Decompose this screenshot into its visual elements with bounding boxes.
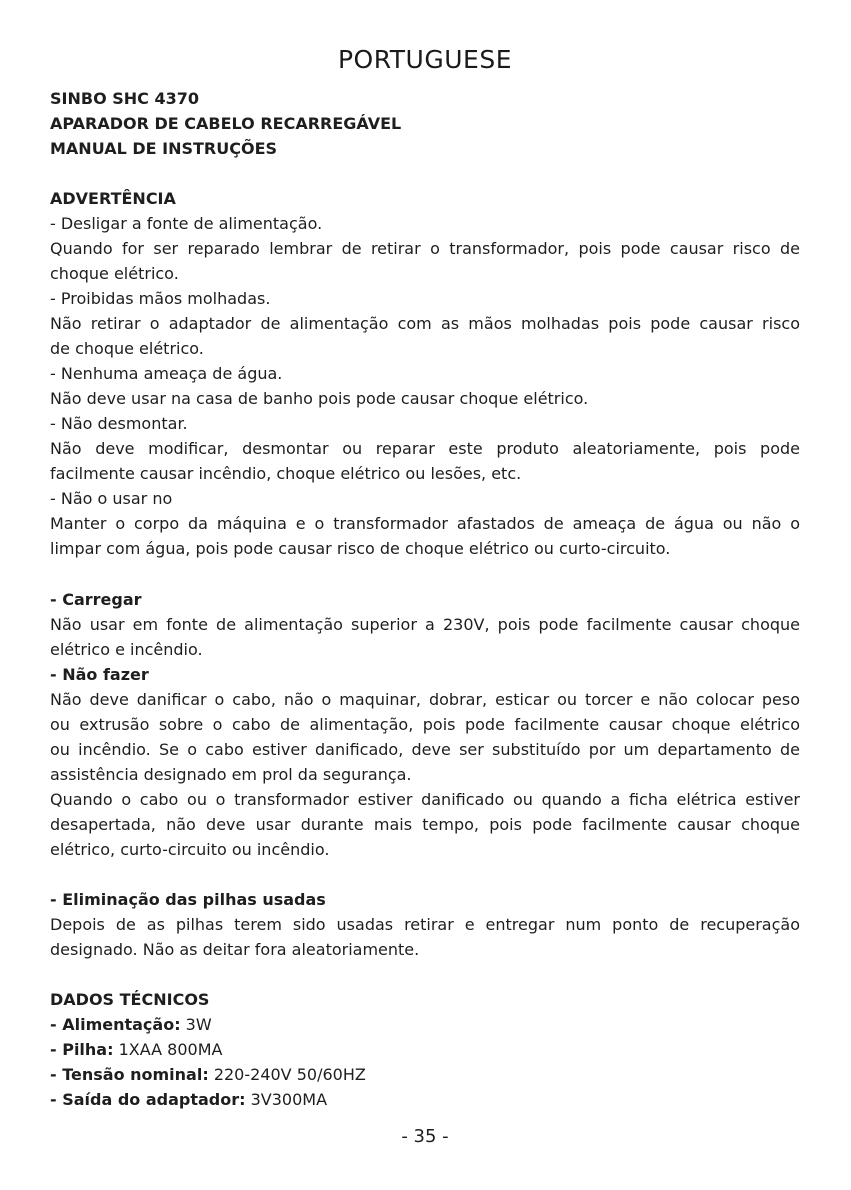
warning-line: - Não desmontar. <box>50 414 188 433</box>
dont-line: ou incêndio. Se o cabo estiver danificado, deve ser substituído por um departamento de <box>50 740 800 759</box>
spec-item-voltage <box>50 1062 800 1087</box>
spec-value: 3V300MA <box>245 1090 328 1109</box>
warning-line: - Nenhuma ameaça de água. <box>50 364 283 383</box>
spec-item-adapter-output <box>50 1087 800 1112</box>
warning-section <box>50 186 800 561</box>
disposal-heading: - Eliminação das pilhas usadas <box>50 890 326 909</box>
model-name: SINBO SHC 4370 <box>50 89 199 108</box>
specs-section <box>50 987 800 1112</box>
charge-line: Não usar em fonte de alimentação superior a 230V, pois pode facilmente causar choque <box>50 615 800 634</box>
warning-line: Quando for ser reparado lembrar de retirar o transformador, pois pode causar risco de <box>50 239 800 258</box>
dont-line: Quando o cabo ou o transformador estiver danificado ou quando a ficha elétrica estiver <box>50 790 800 809</box>
spec-label: - Tensão nominal: <box>50 1065 209 1084</box>
warning-line: - Desligar a fonte de alimentação. <box>50 214 323 233</box>
product-name: APARADOR DE CABELO RECARREGÁVEL <box>50 114 402 133</box>
warning-line: Não deve usar na casa de banho pois pode causar choque elétrico. <box>50 389 589 408</box>
spec-value: 220-240V 50/60HZ <box>208 1065 366 1084</box>
warning-line: Manter o corpo da máquina e o transformador afastados de ameaça de água ou não o <box>50 514 800 533</box>
spec-label: - Alimentação: <box>50 1015 181 1034</box>
language-title: PORTUGUESE <box>337 45 512 74</box>
warning-line: limpar com água, pois pode causar risco de choque elétrico ou curto-circuito. <box>50 539 671 558</box>
warning-line: de choque elétrico. <box>50 339 204 358</box>
disposal-line: Depois de as pilhas terem sido usadas retirar e entregar num ponto de recuperação <box>50 915 800 934</box>
disposal-section <box>50 887 800 962</box>
charge-line: elétrico e incêndio. <box>50 640 203 659</box>
dont-line: Não deve danificar o cabo, não o maquinar, dobrar, esticar ou torcer e não colocar peso <box>50 690 800 709</box>
spec-label: - Pilha: <box>50 1040 114 1059</box>
spec-value: 1XAA 800MA <box>113 1040 223 1059</box>
spec-value: 3W <box>180 1015 212 1034</box>
warning-line: - Proibidas mãos molhadas. <box>50 289 271 308</box>
dont-section <box>50 662 800 862</box>
dont-line: ou extrusão sobre o cabo de alimentação, pois pode facilmente causar choque elétrico <box>50 715 800 734</box>
warning-line: Não deve modificar, desmontar ou reparar este produto aleatoriamente, pois pode <box>50 439 800 458</box>
manual-title: MANUAL DE INSTRUÇÕES <box>50 139 278 158</box>
warning-line: facilmente causar incêndio, choque elétrico ou lesões, etc. <box>50 464 522 483</box>
disposal-line: designado. Não as deitar fora aleatoriamente. <box>50 940 420 959</box>
warning-heading: ADVERTÊNCIA <box>50 189 176 208</box>
charge-section <box>50 587 800 662</box>
dont-line: assistência designado em prol da segurança. <box>50 765 412 784</box>
warning-line: - Não o usar no <box>50 489 173 508</box>
dont-line: desapertada, não deve usar durante mais tempo, pois pode facilmente causar choque <box>50 815 800 834</box>
charge-heading: - Carregar <box>50 590 142 609</box>
warning-line: choque elétrico. <box>50 264 179 283</box>
page-number: - 35 - <box>401 1126 449 1147</box>
dont-line: elétrico, curto-circuito ou incêndio. <box>50 840 330 859</box>
dont-heading: - Não fazer <box>50 665 149 684</box>
document-header <box>50 86 800 161</box>
specs-heading: DADOS TÉCNICOS <box>50 990 210 1009</box>
warning-line: Não retirar o adaptador de alimentação com as mãos molhadas pois pode causar risco <box>50 314 800 333</box>
spec-item-battery <box>50 1037 800 1062</box>
spec-item-power <box>50 1012 800 1037</box>
spec-label: - Saída do adaptador: <box>50 1090 246 1109</box>
